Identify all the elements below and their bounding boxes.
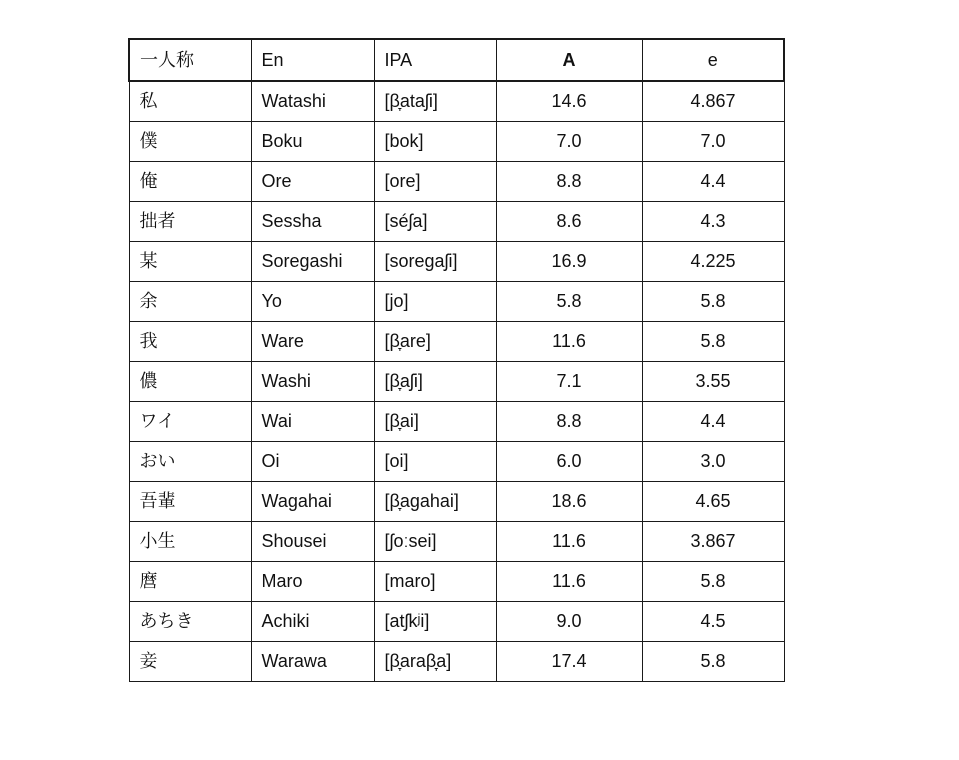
cell-e: 5.8 [642,561,784,601]
cell-e: 5.8 [642,281,784,321]
cell-ipa: [séʃa] [374,201,496,241]
cell-e: 4.3 [642,201,784,241]
cell-japanese: 我 [129,321,251,361]
cell-ipa: [β̞are] [374,321,496,361]
cell-e: 3.0 [642,441,784,481]
first-person-pronoun-table [128,38,785,682]
cell-e: 4.5 [642,601,784,641]
cell-e: 5.8 [642,321,784,361]
table-row [129,561,784,601]
cell-japanese: ワイ [129,401,251,441]
cell-english: Washi [251,361,374,401]
cell-ipa: [β̞ai] [374,401,496,441]
cell-ipa: [jo] [374,281,496,321]
table-row [129,321,784,361]
cell-japanese: 某 [129,241,251,281]
table-row [129,401,784,441]
cell-ipa: [β̞ataʃi] [374,81,496,121]
cell-a: 11.6 [496,321,642,361]
cell-english: Watashi [251,81,374,121]
cell-japanese: あちき [129,601,251,641]
cell-japanese: 余 [129,281,251,321]
cell-e: 4.225 [642,241,784,281]
cell-english: Wagahai [251,481,374,521]
table-row [129,281,784,321]
header-e: e [642,39,784,81]
cell-a: 17.4 [496,641,642,681]
cell-japanese: 麿 [129,561,251,601]
cell-e: 5.8 [642,641,784,681]
header-japanese: 一人称 [129,39,251,81]
cell-japanese: 小生 [129,521,251,561]
cell-ipa: [maro] [374,561,496,601]
cell-a: 11.6 [496,561,642,601]
cell-ipa: [ore] [374,161,496,201]
cell-english: Maro [251,561,374,601]
cell-english: Sessha [251,201,374,241]
cell-english: Ore [251,161,374,201]
cell-e: 4.867 [642,81,784,121]
header-english: En [251,39,374,81]
cell-ipa: [ʃoːsei] [374,521,496,561]
cell-a: 11.6 [496,521,642,561]
cell-japanese: 俺 [129,161,251,201]
cell-english: Soregashi [251,241,374,281]
cell-a: 16.9 [496,241,642,281]
header-a: A [496,39,642,81]
cell-e: 7.0 [642,121,784,161]
table-row [129,81,784,121]
cell-a: 8.6 [496,201,642,241]
table-row [129,121,784,161]
cell-e: 4.65 [642,481,784,521]
cell-japanese: 儂 [129,361,251,401]
cell-japanese: 吾輩 [129,481,251,521]
table-row [129,481,784,521]
header-ipa: IPA [374,39,496,81]
table-body [129,81,784,681]
cell-japanese: 妾 [129,641,251,681]
cell-english: Shousei [251,521,374,561]
cell-a: 14.6 [496,81,642,121]
cell-e: 4.4 [642,161,784,201]
cell-a: 7.1 [496,361,642,401]
cell-a: 9.0 [496,601,642,641]
table-row [129,521,784,561]
cell-english: Oi [251,441,374,481]
cell-ipa: [bok] [374,121,496,161]
cell-a: 6.0 [496,441,642,481]
cell-english: Achiki [251,601,374,641]
cell-english: Boku [251,121,374,161]
cell-english: Wai [251,401,374,441]
table-row [129,441,784,481]
cell-a: 7.0 [496,121,642,161]
table-header-row [129,39,784,81]
cell-e: 4.4 [642,401,784,441]
cell-ipa: [β̞agahai] [374,481,496,521]
cell-japanese: おい [129,441,251,481]
table-row [129,241,784,281]
cell-japanese: 僕 [129,121,251,161]
cell-a: 8.8 [496,401,642,441]
cell-a: 18.6 [496,481,642,521]
cell-japanese: 拙者 [129,201,251,241]
cell-english: Yo [251,281,374,321]
table-row [129,641,784,681]
cell-ipa: [β̞araβ̞a] [374,641,496,681]
table-row [129,161,784,201]
cell-ipa: [soregaʃi] [374,241,496,281]
cell-ipa: [oi] [374,441,496,481]
cell-english: Ware [251,321,374,361]
cell-e: 3.55 [642,361,784,401]
table-row [129,361,784,401]
table-row [129,601,784,641]
table-row [129,201,784,241]
cell-a: 8.8 [496,161,642,201]
cell-japanese: 私 [129,81,251,121]
cell-ipa: [β̞aʃi] [374,361,496,401]
cell-ipa: [atʃkʲi] [374,601,496,641]
cell-english: Warawa [251,641,374,681]
cell-a: 5.8 [496,281,642,321]
cell-e: 3.867 [642,521,784,561]
